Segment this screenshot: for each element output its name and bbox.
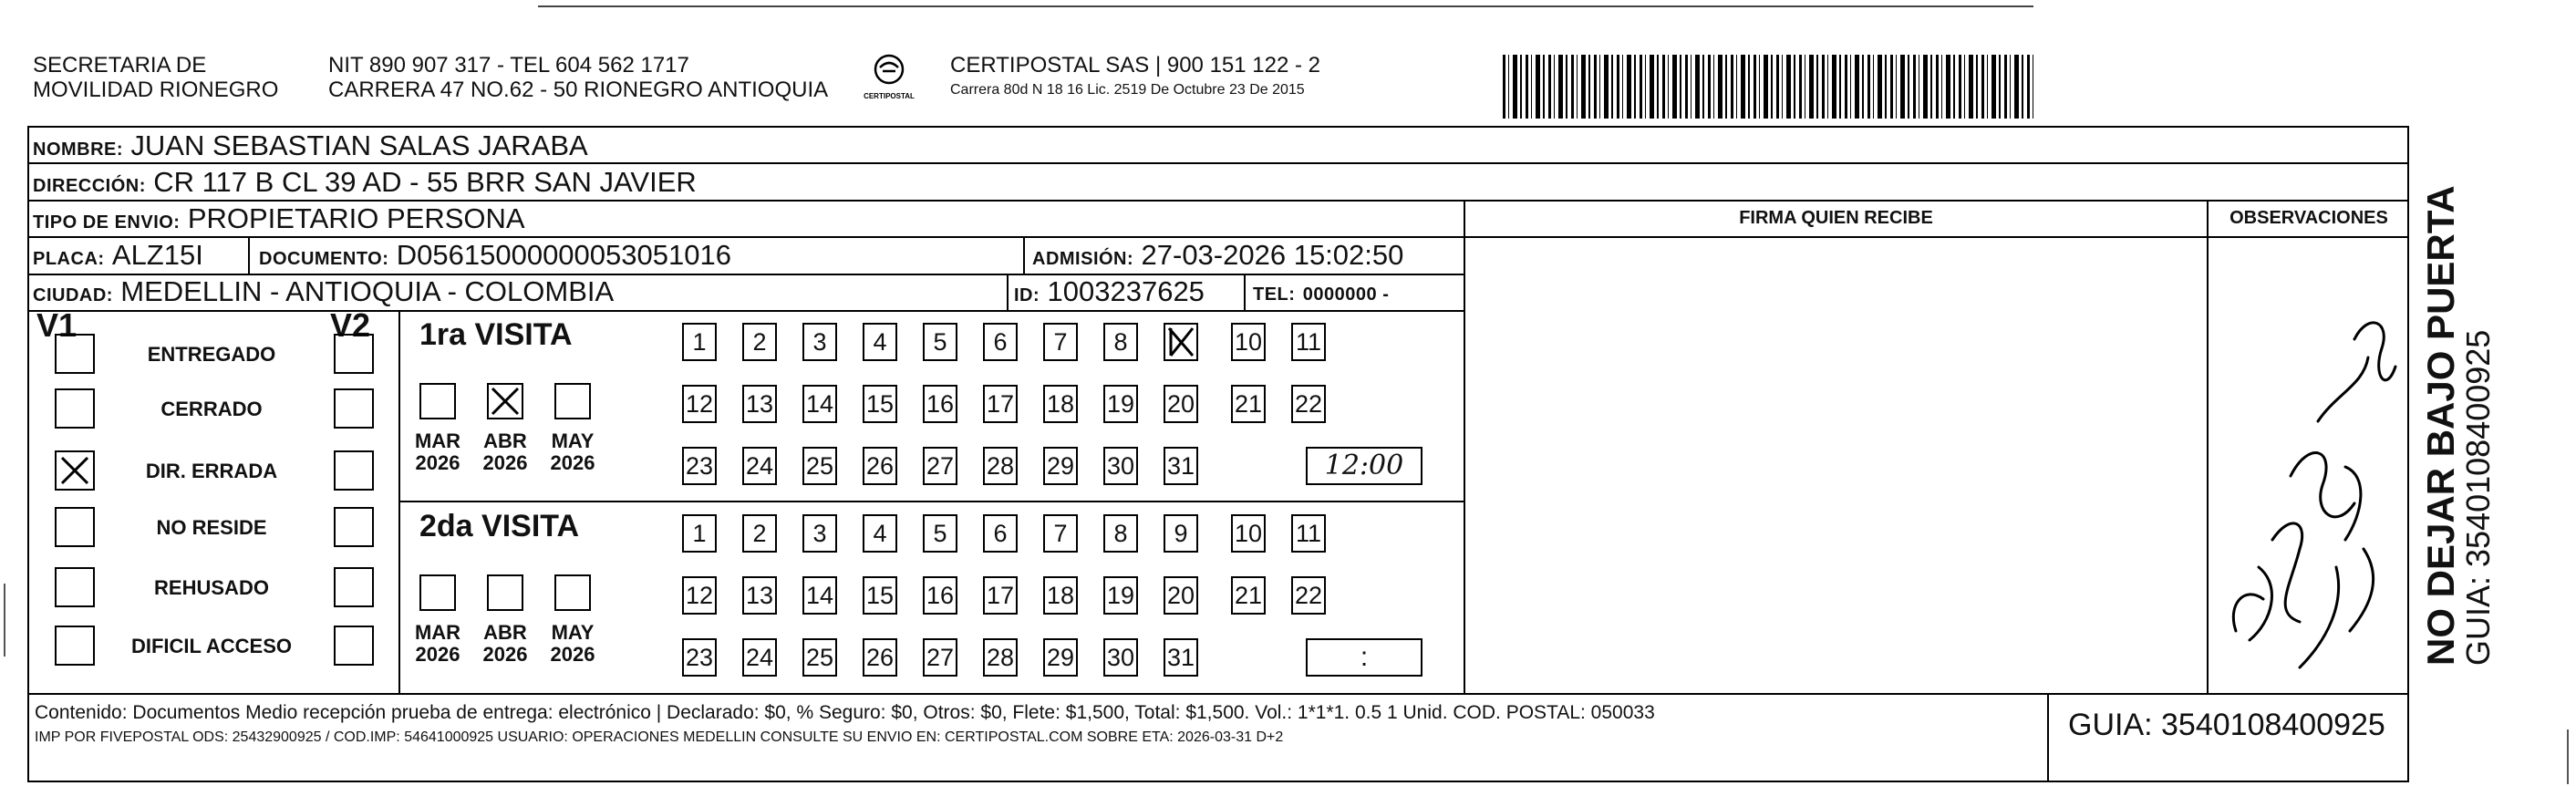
issuer-block bbox=[33, 53, 278, 102]
day-box[interactable]: 14 bbox=[802, 385, 837, 423]
tipo-envio-label: TIPO DE ENVIO: bbox=[33, 212, 181, 233]
right-margin-tick bbox=[2567, 729, 2569, 784]
tipo-envio-row bbox=[33, 202, 525, 239]
day-box[interactable]: 7 bbox=[1043, 323, 1078, 361]
day-box[interactable]: 14 bbox=[802, 576, 837, 615]
day-box[interactable]: 27 bbox=[923, 447, 957, 485]
rule bbox=[1007, 274, 1009, 310]
day-box[interactable]: 18 bbox=[1043, 576, 1078, 615]
day-box[interactable]: 24 bbox=[742, 447, 777, 485]
x-mark-icon bbox=[1165, 325, 1196, 359]
month-label bbox=[409, 430, 467, 474]
logo-wordmark: CERTIPOSTAL bbox=[864, 92, 915, 100]
day-box[interactable]: 30 bbox=[1103, 447, 1138, 485]
day-box[interactable]: 20 bbox=[1164, 576, 1198, 615]
day-box[interactable]: 17 bbox=[983, 385, 1018, 423]
v1-checkbox[interactable] bbox=[55, 388, 95, 429]
visit-title: 1ra VISITA bbox=[419, 317, 573, 352]
direccion-label: DIRECCIÓN: bbox=[33, 176, 146, 196]
day-box[interactable]: 3 bbox=[802, 323, 837, 361]
rule bbox=[1244, 274, 1246, 310]
documento-value: D05615000000053051016 bbox=[396, 239, 731, 271]
day-box[interactable]: 5 bbox=[923, 514, 957, 553]
month-name: ABR bbox=[483, 621, 527, 644]
tel-value: 0000000 - bbox=[1302, 284, 1390, 305]
day-box[interactable]: 13 bbox=[742, 576, 777, 615]
nit-line: NIT 890 907 317 - TEL 604 562 1717 bbox=[328, 53, 689, 78]
v2-header: V2 bbox=[330, 306, 371, 344]
day-box[interactable]: 11 bbox=[1291, 514, 1326, 553]
v2-checkbox[interactable] bbox=[334, 507, 374, 547]
month-checkbox[interactable] bbox=[419, 574, 456, 611]
day-box[interactable]: 12 bbox=[682, 576, 717, 615]
day-box[interactable]: 12 bbox=[682, 385, 717, 423]
day-box[interactable]: 4 bbox=[863, 323, 897, 361]
carrier-block bbox=[950, 53, 1320, 102]
admision-value: 27-03-2026 15:02:50 bbox=[1141, 239, 1404, 271]
month-label bbox=[476, 430, 534, 474]
day-box[interactable]: 1 bbox=[682, 323, 717, 361]
day-box[interactable]: 15 bbox=[863, 385, 897, 423]
day-box[interactable]: 4 bbox=[863, 514, 897, 553]
v1-checkbox[interactable] bbox=[55, 626, 95, 666]
x-mark-icon bbox=[491, 387, 520, 416]
issuer-contact-block bbox=[328, 53, 828, 102]
admision-cell bbox=[1032, 239, 1403, 275]
ciudad-label: CIUDAD: bbox=[33, 285, 113, 305]
status-label: NO RESIDE bbox=[156, 516, 267, 539]
ciudad-cell bbox=[33, 275, 614, 312]
day-box[interactable]: 7 bbox=[1043, 514, 1078, 553]
month-year: 2026 bbox=[482, 643, 528, 666]
v1-checkbox[interactable] bbox=[55, 507, 95, 547]
v1-checkbox[interactable] bbox=[55, 450, 95, 491]
barcode bbox=[1503, 55, 2033, 119]
month-checkbox[interactable] bbox=[419, 383, 456, 419]
contents-line: Contenido: Documentos Medio recepción prueba de entrega: electrónico | Declarado: $0, % Seguro: $0, Otros: $0, Flete: $1,500, Total: $1,500. Vol.: 1*1*1. 0.5 1 Unid. COD. POSTAL: 050033 bbox=[35, 702, 1655, 723]
day-box[interactable]: 11 bbox=[1291, 323, 1326, 361]
placa-label: PLACA: bbox=[33, 249, 105, 269]
day-box[interactable]: 15 bbox=[863, 576, 897, 615]
ciudad-value: MEDELLIN - ANTIOQUIA - COLOMBIA bbox=[120, 275, 615, 307]
day-box[interactable]: 23 bbox=[682, 447, 717, 485]
top-rule bbox=[538, 5, 2033, 7]
day-box[interactable] bbox=[1164, 323, 1198, 361]
guia-number: GUIA: 3540108400925 bbox=[2068, 708, 2385, 742]
v2-checkbox[interactable] bbox=[334, 626, 374, 666]
day-box[interactable]: 28 bbox=[983, 447, 1018, 485]
day-box[interactable]: 9 bbox=[1164, 514, 1198, 553]
day-box[interactable]: 25 bbox=[802, 447, 837, 485]
v2-checkbox[interactable] bbox=[334, 334, 374, 374]
month-label bbox=[543, 622, 602, 666]
day-box[interactable]: 20 bbox=[1164, 385, 1198, 423]
status-label: DIR. ERRADA bbox=[145, 460, 278, 482]
month-year: 2026 bbox=[415, 451, 460, 474]
id-cell bbox=[1014, 275, 1205, 312]
rule bbox=[27, 693, 2409, 695]
status-label: DIFICIL ACCESO bbox=[130, 635, 292, 657]
month-year: 2026 bbox=[550, 451, 595, 474]
day-box[interactable]: 22 bbox=[1291, 576, 1326, 615]
month-name: MAR bbox=[414, 429, 461, 452]
day-box[interactable]: 10 bbox=[1231, 514, 1266, 553]
v1-header: V1 bbox=[36, 306, 78, 344]
admision-label: ADMISIÓN: bbox=[1032, 249, 1134, 269]
v2-checkbox[interactable] bbox=[334, 450, 374, 491]
carrier-line-1: CERTIPOSTAL SAS | 900 151 122 - 2 bbox=[950, 53, 1320, 78]
day-box[interactable]: 8 bbox=[1103, 323, 1138, 361]
v1-checkbox[interactable] bbox=[55, 334, 95, 374]
day-box[interactable]: 19 bbox=[1103, 385, 1138, 423]
day-box[interactable]: 18 bbox=[1043, 385, 1078, 423]
print-info-line: IMP POR FIVEPOSTAL ODS: 25432900925 / COD.IMP: 54641000925 USUARIO: OPERACIONES MEDELLIN CONSULTE SU ENVIO EN: CERTIPOSTAL.COM SOBRE ETA: 2026-03-31 D+2 bbox=[35, 729, 1284, 745]
address-line: CARRERA 47 NO.62 - 50 RIONEGRO ANTIOQUIA bbox=[328, 78, 829, 102]
day-box[interactable]: 24 bbox=[742, 638, 777, 677]
day-box[interactable]: 16 bbox=[923, 576, 957, 615]
nombre-value: JUAN SEBASTIAN SALAS JARABA bbox=[130, 129, 588, 161]
day-box[interactable]: 31 bbox=[1164, 638, 1198, 677]
rule bbox=[1023, 236, 1025, 274]
month-year: 2026 bbox=[415, 643, 460, 666]
status-label: REHUSADO bbox=[154, 576, 269, 599]
status-label: CERRADO bbox=[160, 398, 263, 420]
v2-checkbox[interactable] bbox=[334, 388, 374, 429]
month-checkbox[interactable] bbox=[554, 574, 591, 611]
direccion-value: CR 117 B CL 39 AD - 55 BRR SAN JAVIER bbox=[153, 166, 697, 198]
day-box[interactable]: 28 bbox=[983, 638, 1018, 677]
carrier-line-2: Carrera 80d N 18 16 Lic. 2519 De Octubre 23 De 2015 bbox=[950, 82, 1305, 98]
day-box[interactable]: 6 bbox=[983, 323, 1018, 361]
tel-label: TEL: bbox=[1253, 284, 1296, 305]
documento-label: DOCUMENTO: bbox=[259, 249, 389, 269]
rule bbox=[398, 310, 400, 693]
time-box[interactable]: : bbox=[1306, 638, 1422, 677]
day-box[interactable]: 6 bbox=[983, 514, 1018, 553]
direccion-row bbox=[33, 166, 697, 202]
tipo-envio-value: PROPIETARIO PERSONA bbox=[187, 202, 525, 234]
day-box[interactable]: 8 bbox=[1103, 514, 1138, 553]
day-box[interactable]: 21 bbox=[1231, 576, 1266, 615]
v1-checkbox[interactable] bbox=[55, 567, 95, 607]
month-label bbox=[543, 430, 602, 474]
day-box[interactable]: 26 bbox=[863, 447, 897, 485]
day-box[interactable]: 27 bbox=[923, 638, 957, 677]
handwritten-signature bbox=[2209, 239, 2409, 691]
day-box[interactable]: 10 bbox=[1231, 323, 1266, 361]
firma-header: FIRMA QUIEN RECIBE bbox=[1739, 208, 1933, 228]
month-label bbox=[476, 622, 534, 666]
time-box[interactable]: 12:00 bbox=[1306, 447, 1422, 485]
id-value: 1003237625 bbox=[1047, 275, 1205, 307]
day-box[interactable]: 31 bbox=[1164, 447, 1198, 485]
day-box[interactable]: 21 bbox=[1231, 385, 1266, 423]
status-label: ENTREGADO bbox=[147, 343, 276, 366]
documento-cell bbox=[259, 239, 731, 275]
rule bbox=[1464, 200, 1465, 693]
issuer-line-1: SECRETARIA DE bbox=[33, 53, 207, 78]
placa-value: ALZ15I bbox=[111, 239, 203, 271]
day-box[interactable]: 17 bbox=[983, 576, 1018, 615]
visit-title: 2da VISITA bbox=[419, 509, 580, 543]
month-checkbox[interactable] bbox=[487, 383, 523, 419]
rule bbox=[248, 236, 250, 274]
day-box[interactable]: 29 bbox=[1043, 638, 1078, 677]
day-box[interactable]: 22 bbox=[1291, 385, 1326, 423]
no-dejar-bajo-puerta-label: NO DEJAR BAJO PUERTA bbox=[2419, 185, 2462, 666]
certipostal-logo-icon bbox=[857, 51, 921, 104]
day-box[interactable]: 3 bbox=[802, 514, 837, 553]
day-box[interactable]: 5 bbox=[923, 323, 957, 361]
day-box[interactable]: 13 bbox=[742, 385, 777, 423]
day-box[interactable]: 26 bbox=[863, 638, 897, 677]
id-label: ID: bbox=[1014, 285, 1040, 305]
left-margin-tick bbox=[4, 584, 5, 657]
day-box[interactable]: 19 bbox=[1103, 576, 1138, 615]
x-mark-icon bbox=[60, 456, 89, 485]
day-box[interactable]: 29 bbox=[1043, 447, 1078, 485]
observaciones-header: OBSERVACIONES bbox=[2229, 208, 2388, 228]
nombre-label: NOMBRE: bbox=[33, 140, 124, 160]
month-label bbox=[409, 622, 467, 666]
day-box[interactable]: 2 bbox=[742, 514, 777, 553]
month-name: ABR bbox=[483, 429, 527, 452]
month-year: 2026 bbox=[550, 643, 595, 666]
month-year: 2026 bbox=[482, 451, 528, 474]
placa-cell bbox=[33, 239, 203, 275]
month-name: MAY bbox=[551, 621, 595, 644]
day-box[interactable]: 30 bbox=[1103, 638, 1138, 677]
nombre-row bbox=[33, 129, 588, 166]
month-name: MAR bbox=[414, 621, 461, 644]
month-checkbox[interactable] bbox=[554, 383, 591, 419]
v2-checkbox[interactable] bbox=[334, 567, 374, 607]
issuer-line-2: MOVILIDAD RIONEGRO bbox=[33, 78, 279, 102]
rule bbox=[2047, 693, 2049, 782]
day-box[interactable]: 23 bbox=[682, 638, 717, 677]
rule bbox=[398, 501, 1464, 502]
month-name: MAY bbox=[551, 429, 595, 452]
day-box[interactable]: 2 bbox=[742, 323, 777, 361]
side-guia-number: GUIA: 3540108400925 bbox=[2459, 329, 2497, 666]
day-box[interactable]: 16 bbox=[923, 385, 957, 423]
day-box[interactable]: 1 bbox=[682, 514, 717, 553]
day-box[interactable]: 25 bbox=[802, 638, 837, 677]
month-checkbox[interactable] bbox=[487, 574, 523, 611]
side-notice bbox=[2421, 185, 2496, 666]
tel-cell bbox=[1253, 275, 1389, 311]
